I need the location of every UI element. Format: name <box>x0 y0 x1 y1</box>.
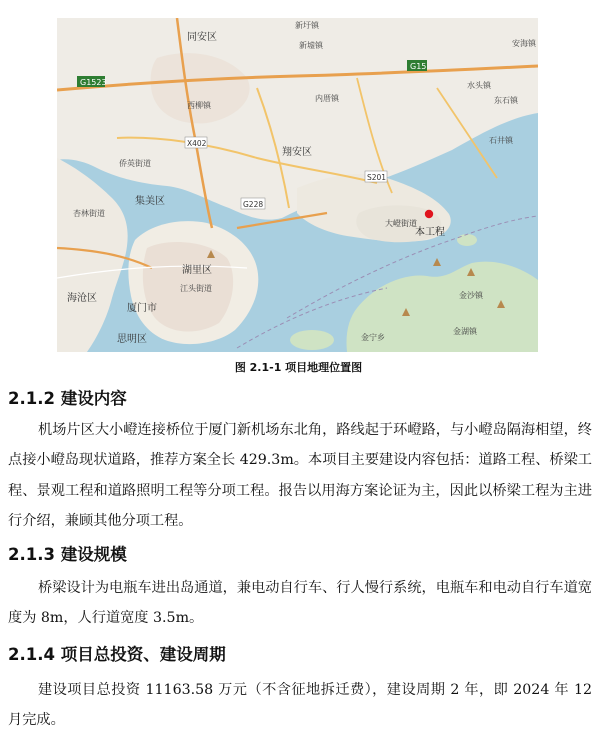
section-body-scale: 桥梁设计为电瓶车进出岛通道，兼电动自行车、行人慢行系统，电瓶车和电动自行车道宽度为 8m，人行道宽度 3.5m。 <box>8 580 592 627</box>
figure-caption: 图 2.1-1 项目地理位置图 <box>234 361 363 374</box>
map-label-xinyu: 新圩镇 <box>295 21 319 30</box>
map-label-jinsha: 金沙镇 <box>459 291 483 300</box>
map-label-xiangan: 翔安区 <box>282 147 312 158</box>
location-map <box>57 18 538 352</box>
map-label-haicang: 海沧区 <box>67 293 97 304</box>
map-label-dongshi: 东石镇 <box>494 96 518 105</box>
map-label-siming: 思明区 <box>117 334 147 345</box>
map-label-qiaoying: 侨英街道 <box>119 159 151 168</box>
map-label-tongan: 同安区 <box>187 32 217 43</box>
map-label-xiliu: 西柳镇 <box>187 101 211 110</box>
section-heading-content: 2.1.2 建设内容 <box>8 389 127 408</box>
map-label-jiangtou: 江头街道 <box>180 284 212 293</box>
map-label-project: 本工程 <box>415 227 445 238</box>
map-label-xinglin: 杏林街道 <box>73 209 105 218</box>
road-shield-g1523: G1523 <box>80 78 107 87</box>
road-shield-x402: X402 <box>187 139 207 148</box>
section-heading-investment: 2.1.4 项目总投资、建设周期 <box>8 645 226 664</box>
section-body-investment: 建设项目总投资 11163.58 万元（不含征地拆迁费），建设周期 2 年，即 2024 年 12 月完成。 <box>8 682 592 729</box>
section-body-content: 机场片区大小嶝连接桥位于厦门新机场东北角，路线起于环嶝路，与小嶝岛隔海相望，终点接小嶝岛现状道路，推荐方案全长 429.3m。本项目主要建设内容包括：道路工程、桥梁工程、景观工程和道路照明工程等分项工程。报告以用海方案论证为主，因此以桥梁工程为主进行介绍，兼顾其他分项工程。 <box>8 422 592 529</box>
road-shield-g15: G15 <box>410 62 427 71</box>
road-shield-g228: G228 <box>243 200 264 209</box>
map-label-neicuo: 内厝镇 <box>315 94 339 103</box>
map-label-xinxu: 新墟镇 <box>299 41 323 50</box>
map-label-xiamen: 厦门市 <box>127 303 157 314</box>
map-label-jinning: 金宁乡 <box>361 333 385 342</box>
map-label-dadeng: 大嶝街道 <box>385 219 417 228</box>
map-label-anhai: 安海镇 <box>512 39 536 48</box>
map-label-jimei: 集美区 <box>135 196 165 207</box>
section-heading-scale: 2.1.3 建设规模 <box>8 545 127 564</box>
road-shield-s201: S201 <box>367 173 387 182</box>
map-label-huli: 湖里区 <box>182 265 212 276</box>
map-graphic <box>57 18 538 352</box>
map-label-jinhu: 金湖镇 <box>453 327 477 336</box>
map-label-shuitou: 水头镇 <box>467 81 491 90</box>
project-location-marker <box>425 210 433 218</box>
map-label-shijing: 石井镇 <box>489 136 513 145</box>
